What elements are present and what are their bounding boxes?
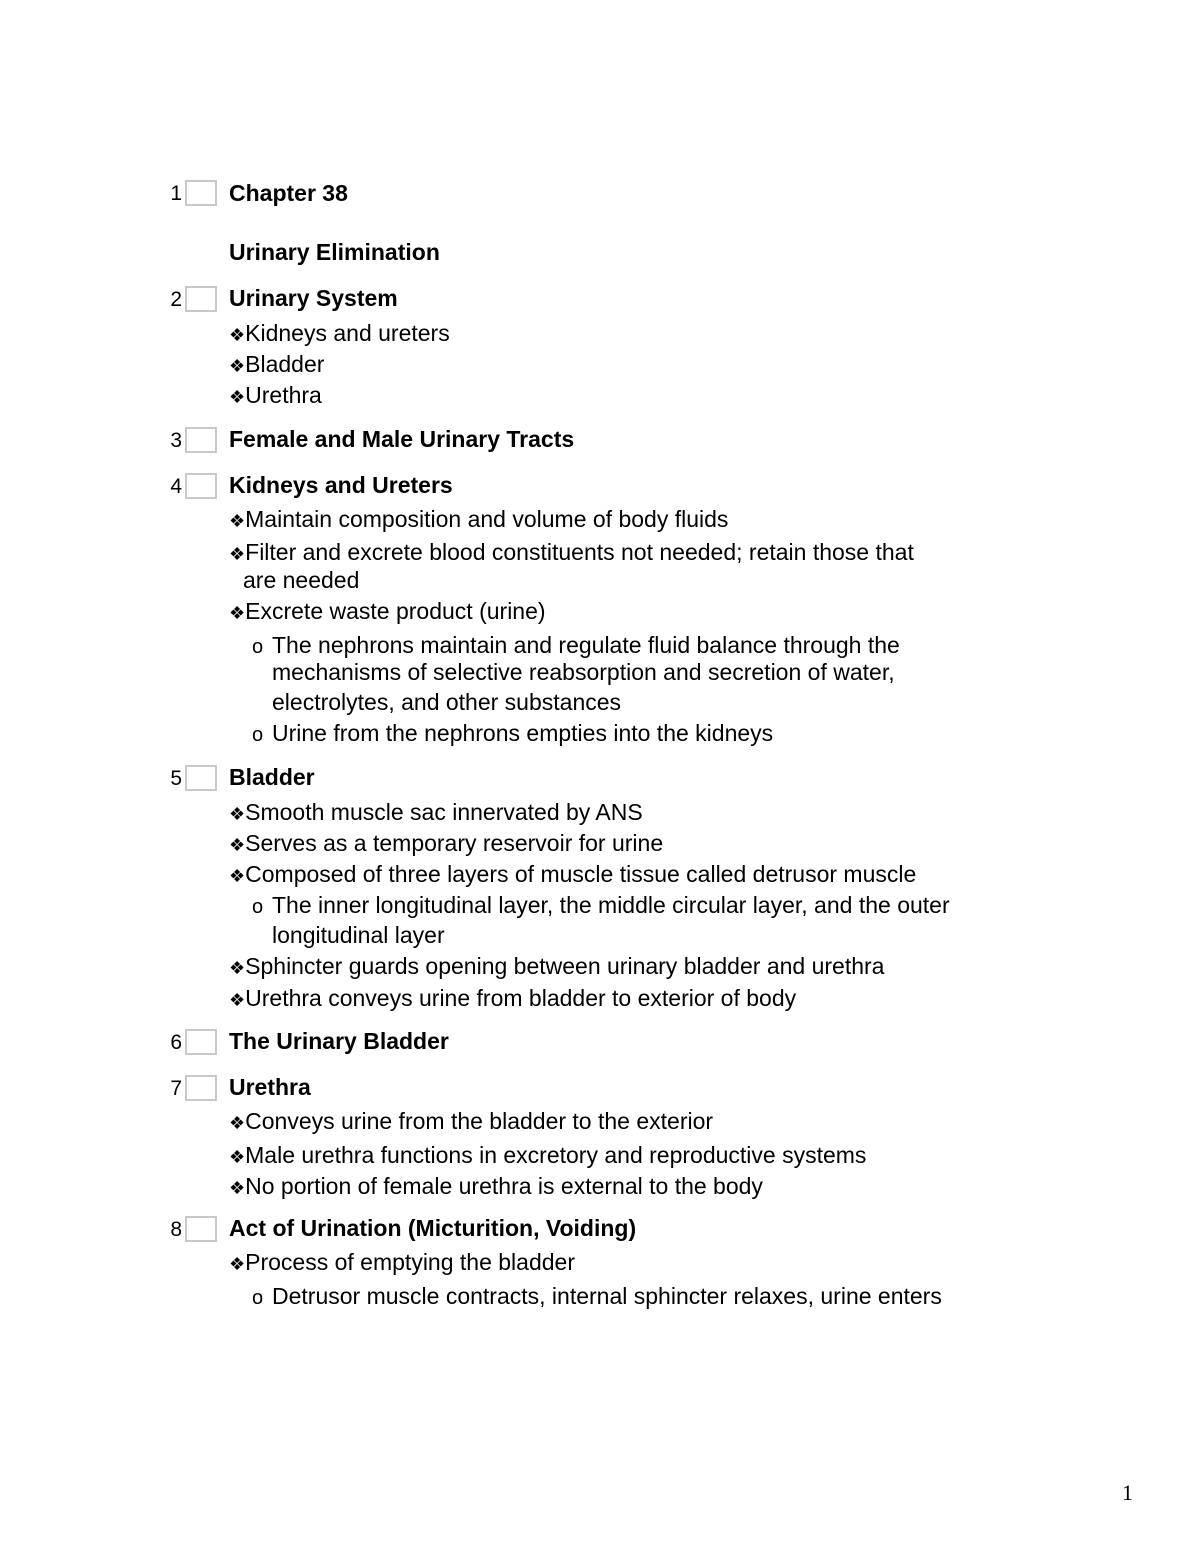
bullet-item: ❖Conveys urine from the bladder to the exterior — [229, 1108, 714, 1134]
sub-bullet-item: o The inner longitudinal layer, the middle circular layer, and the outer — [252, 891, 950, 921]
bullet-item: ❖Male urethra functions in excretory and reproductive systems — [229, 1142, 867, 1168]
sub-bullet-item: o Detrusor muscle contracts, internal sphincter relaxes, urine enters — [252, 1282, 942, 1312]
bullet-item: ❖Urethra conveys urine from bladder to exterior of body — [229, 985, 797, 1011]
slide-thumbnail — [185, 1075, 217, 1101]
bullet-icon: ❖ — [229, 1113, 246, 1133]
page-number: 1 — [1122, 1480, 1133, 1505]
bullet-icon: ❖ — [229, 603, 246, 623]
bullet-item: ❖Process of emptying the bladder — [229, 1249, 575, 1275]
slide-number: 2 — [170, 288, 182, 311]
slide-number: 7 — [170, 1077, 182, 1100]
slide-subtitle: Urinary Elimination — [229, 239, 440, 265]
circle-bullet-icon: o — [252, 636, 264, 658]
circle-bullet-icon: o — [252, 1287, 264, 1309]
bullet-item: ❖Filter and excrete blood constituents not needed; retain those that — [229, 539, 914, 565]
bullet-icon: ❖ — [229, 1254, 246, 1274]
slide-title: Act of Urination (Micturition, Voiding) — [229, 1215, 637, 1241]
bullet-icon: ❖ — [229, 1147, 246, 1167]
bullet-icon: ❖ — [229, 511, 246, 531]
slide-title: Female and Male Urinary Tracts — [229, 426, 575, 452]
sub-bullet-item: o Urine from the nephrons empties into the kidneys — [252, 719, 773, 749]
slide-thumbnail — [185, 765, 217, 791]
slide-title: Urinary System — [229, 285, 398, 311]
sub-bullet-item: o The nephrons maintain and regulate fluid balance through the — [252, 631, 900, 661]
bullet-item: ❖Sphincter guards opening between urinary bladder and urethra — [229, 953, 885, 979]
bullet-icon: ❖ — [229, 866, 246, 886]
bullet-item: ❖Urethra — [229, 382, 322, 408]
slide-number: 1 — [170, 182, 182, 205]
slide-number: 8 — [170, 1218, 182, 1241]
sub-bullet-continuation: electrolytes, and other substances — [272, 689, 622, 715]
bullet-item: ❖No portion of female urethra is external to the body — [229, 1173, 763, 1199]
bullet-icon: ❖ — [229, 804, 246, 824]
slide-number: 6 — [170, 1031, 182, 1054]
bullet-icon: ❖ — [229, 356, 246, 376]
slide-thumbnail — [185, 286, 217, 312]
slide-title: Bladder — [229, 764, 315, 790]
sub-bullet-continuation: longitudinal layer — [272, 922, 445, 948]
slide-number: 4 — [170, 475, 182, 498]
slide-number: 3 — [170, 429, 182, 452]
slide-title: Chapter 38 — [229, 180, 348, 206]
slide-title: Kidneys and Ureters — [229, 472, 453, 498]
bullet-item: ❖Bladder — [229, 351, 325, 377]
circle-bullet-icon: o — [252, 724, 264, 746]
slide-thumbnail — [185, 180, 217, 206]
bullet-icon: ❖ — [229, 835, 246, 855]
bullet-item: ❖Composed of three layers of muscle tissue called detrusor muscle — [229, 861, 917, 887]
slide-thumbnail — [185, 473, 217, 499]
bullet-icon: ❖ — [229, 544, 246, 564]
bullet-continuation: are needed — [243, 567, 360, 593]
bullet-item: ❖Serves as a temporary reservoir for urine — [229, 830, 664, 856]
bullet-item: ❖Maintain composition and volume of body fluids — [229, 506, 729, 532]
slide-number: 5 — [170, 767, 182, 790]
bullet-item: ❖Excrete waste product (urine) — [229, 598, 546, 624]
slide-thumbnail — [185, 427, 217, 453]
bullet-icon: ❖ — [229, 958, 246, 978]
bullet-icon: ❖ — [229, 990, 246, 1010]
slide-thumbnail — [185, 1216, 217, 1242]
bullet-icon: ❖ — [229, 325, 246, 345]
bullet-icon: ❖ — [229, 1178, 246, 1198]
bullet-icon: ❖ — [229, 387, 246, 407]
slide-title: The Urinary Bladder — [229, 1028, 449, 1054]
slide-thumbnail — [185, 1029, 217, 1055]
sub-bullet-continuation: mechanisms of selective reabsorption and secretion of water, — [272, 659, 895, 685]
bullet-item: ❖Smooth muscle sac innervated by ANS — [229, 799, 643, 825]
slide-title: Urethra — [229, 1074, 311, 1100]
bullet-item: ❖Kidneys and ureters — [229, 320, 450, 346]
circle-bullet-icon: o — [252, 896, 264, 918]
